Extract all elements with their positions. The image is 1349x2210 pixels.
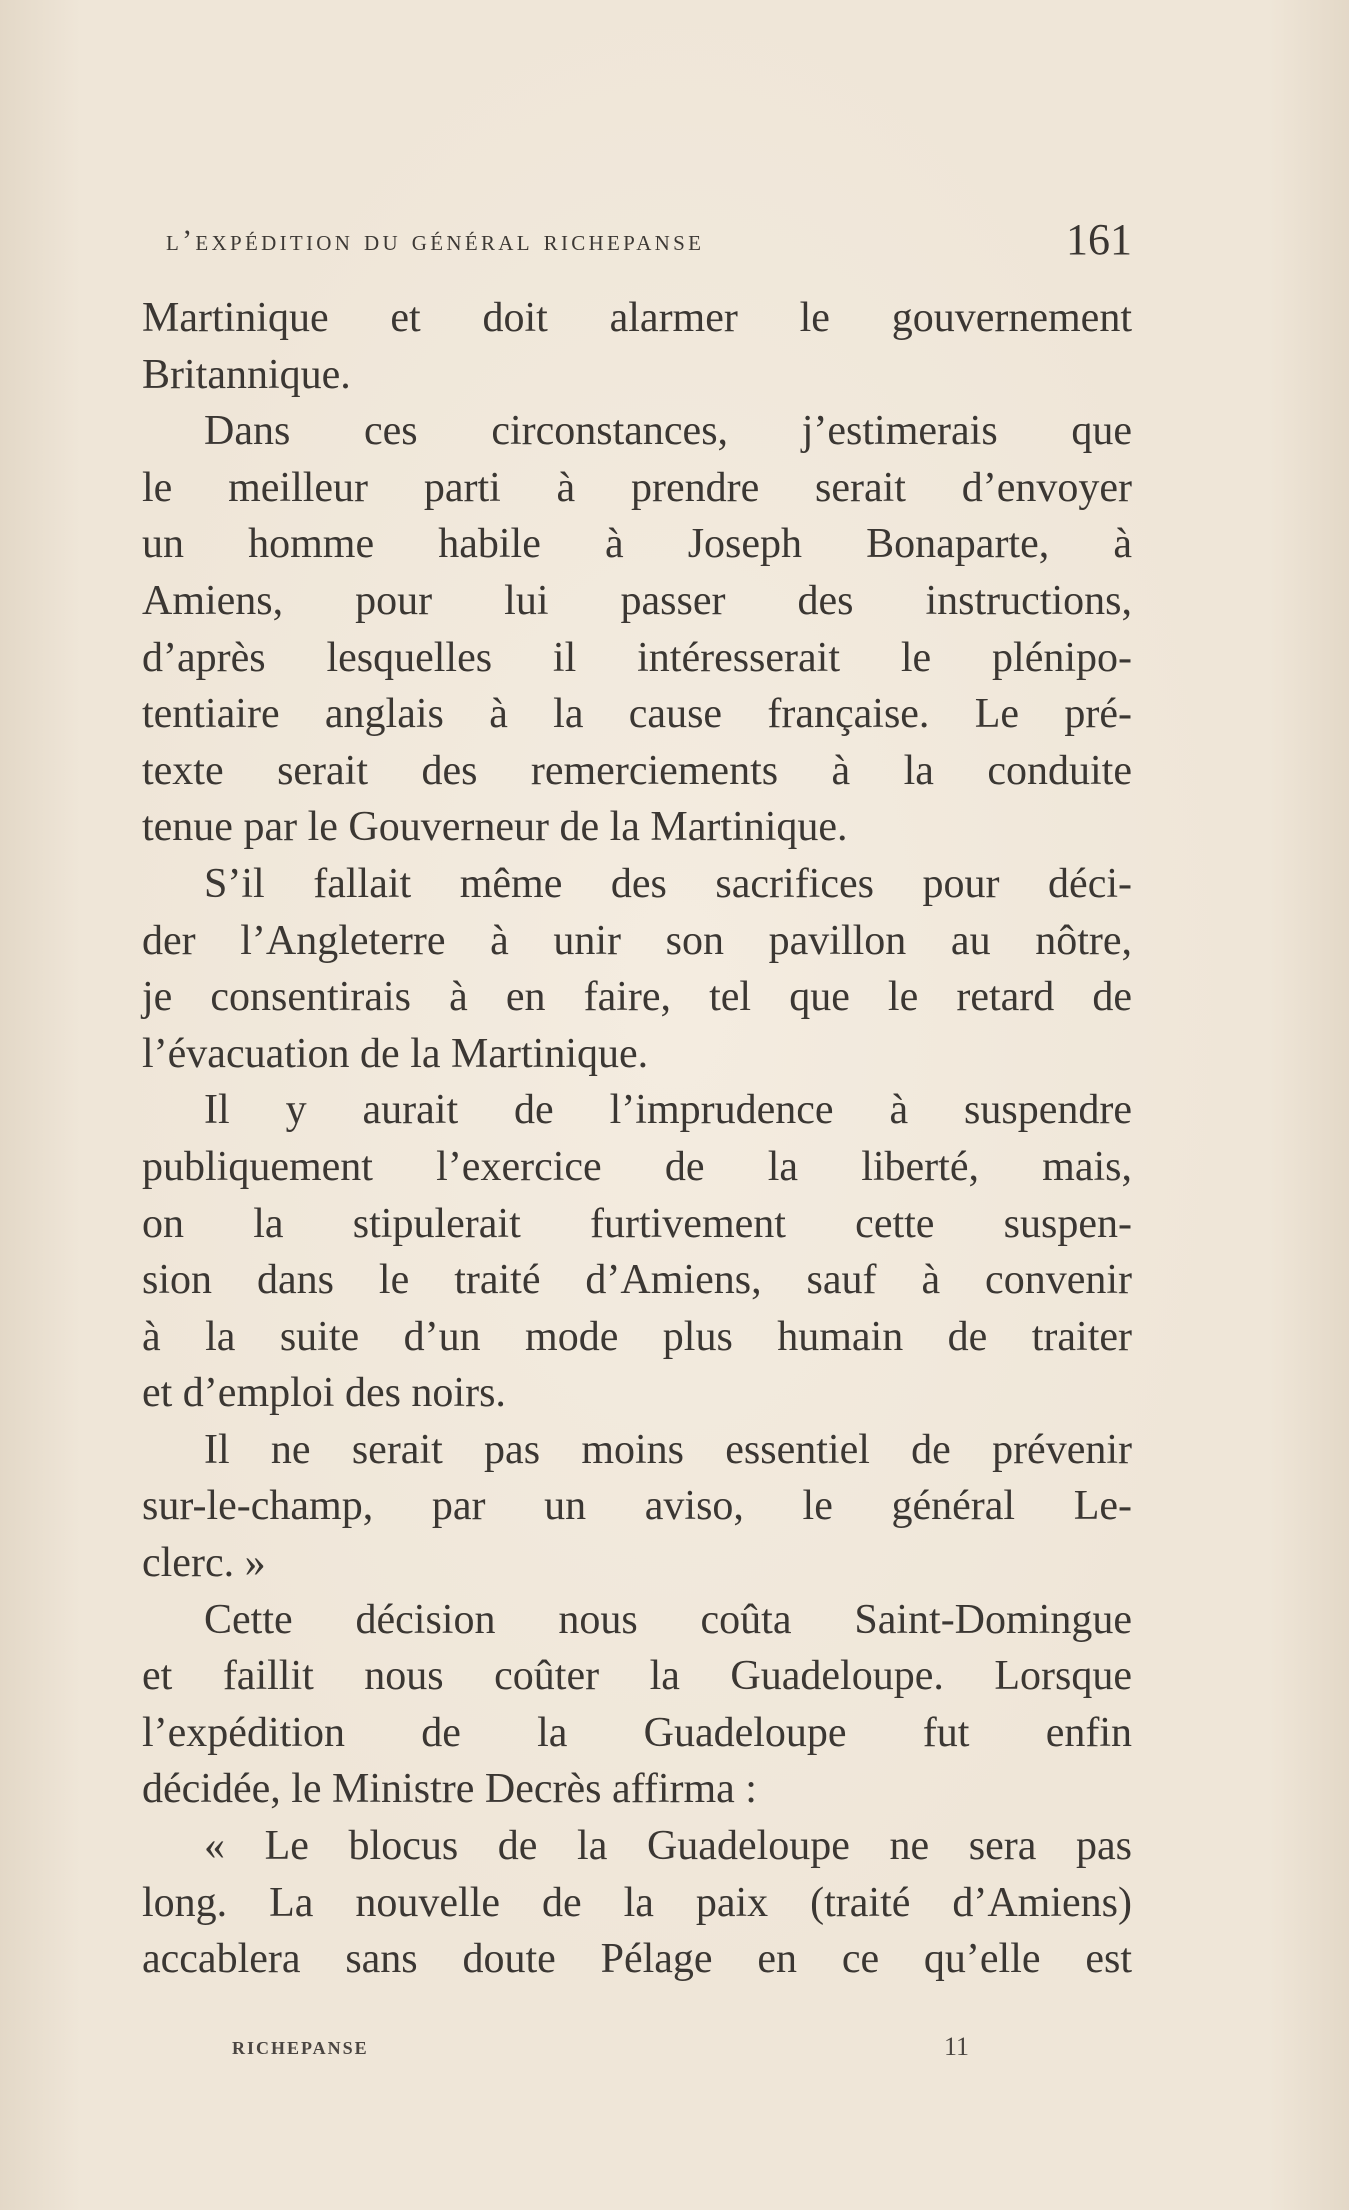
text-line-28: « Le blocus de la Guadeloupe ne sera pas [204, 1823, 1132, 1870]
text-line-2: Britannique. [142, 351, 351, 398]
signature-mark: RICHEPANSE [232, 2038, 369, 2058]
text-line-9: texte serait des remerciements à la conduite [142, 747, 1132, 794]
text-line-1: Martinique et doit alarmer le gouvernement [142, 295, 1132, 341]
text-line-29: long. La nouvelle de la paix (traité d’Amiens) [142, 1879, 1132, 1926]
text-line-4: le meilleur parti à prendre serait d’envoyer [142, 464, 1132, 511]
page-number: 161 [1066, 215, 1132, 264]
text-line-20: et d’emploi des noirs. [142, 1370, 506, 1417]
text-line-26: l’expédition de la Guadeloupe fut enfin [142, 1709, 1132, 1756]
text-line-18: sion dans le traité d’Amiens, sauf à convenir [142, 1257, 1132, 1304]
text-line-21: Il ne serait pas moins essentiel de prévenir [204, 1426, 1132, 1473]
text-line-13: je consentirais à en faire, tel que le retard de [142, 974, 1132, 1021]
text-line-8: tentiaire anglais à la cause française. Le pré- [142, 691, 1132, 738]
running-head [166, 210, 1132, 262]
page-footer [232, 2030, 1012, 2070]
text-line-23: clerc. » [142, 1540, 266, 1587]
text-line-15: Il y aurait de l’imprudence à suspendre [204, 1087, 1132, 1134]
text-line-11: S’il fallait même des sacrifices pour déci- [204, 860, 1132, 907]
text-line-19: à la suite d’un mode plus humain de traiter [142, 1313, 1132, 1360]
text-line-30: accablera sans doute Pélage en ce qu’elle est [142, 1936, 1132, 1983]
text-line-3: Dans ces circonstances, j’estimerais que [204, 408, 1132, 455]
text-line-24: Cette décision nous coûta Saint-Domingue [204, 1596, 1132, 1643]
text-line-7: d’après lesquelles il intéresserait le plénipo- [142, 634, 1132, 681]
running-title: l’expédition du général richepanse [166, 224, 705, 257]
text-line-25: et faillit nous coûter la Guadeloupe. Lorsque [142, 1653, 1132, 1700]
sheet-number: 11 [944, 2032, 970, 2061]
text-line-22: sur-le-champ, par un aviso, le général Le- [142, 1483, 1132, 1530]
text-line-17: on la stipulerait furtivement cette suspen- [142, 1200, 1132, 1247]
text-line-10: tenue par le Gouverneur de la Martinique. [142, 804, 848, 851]
body-text [142, 290, 1132, 1988]
text-line-5: un homme habile à Joseph Bonaparte, à [142, 521, 1132, 568]
text-line-27: décidée, le Ministre Decrès affirma : [142, 1766, 757, 1813]
text-line-16: publiquement l’exercice de la liberté, mais, [142, 1143, 1132, 1190]
text-line-12: der l’Angleterre à unir son pavillon au nôtre, [142, 917, 1132, 964]
text-line-14: l’évacuation de la Martinique. [142, 1030, 649, 1077]
text-line-6: Amiens, pour lui passer des instructions, [142, 577, 1132, 624]
